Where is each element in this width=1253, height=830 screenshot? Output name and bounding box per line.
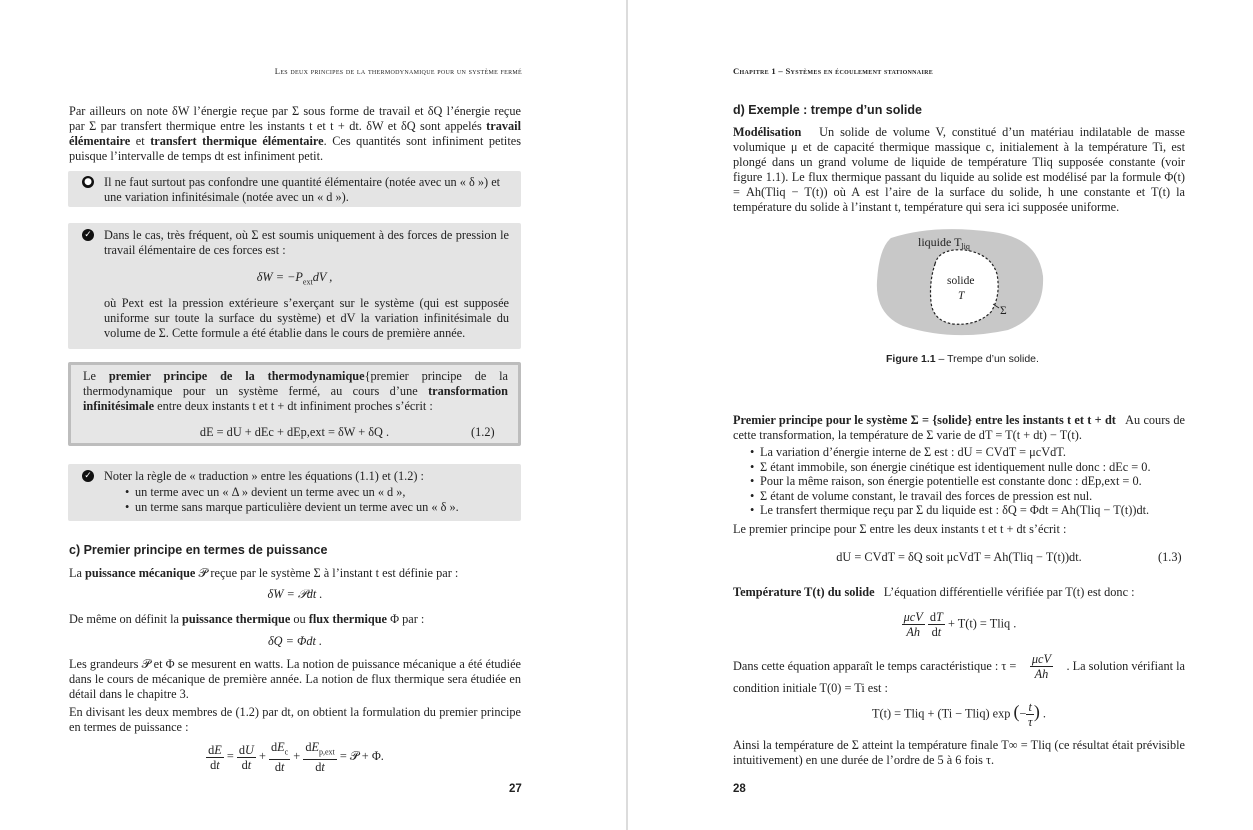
list-item: • Le transfert thermique reçu par Σ du liquide est : δQ = Φdt = Ah(Tliq − T(t))dt. [748, 503, 1188, 518]
page-left [0, 0, 626, 830]
pressure-box [68, 223, 521, 349]
pressure-text-2: où Pext est la pression extérieure s’exerçant sur le système (qui est supposée uniforme sur toute la surface du système) et dV la variation infinitésimale du volume de Σ. Cette formule a été établie dans le cours de première année. [104, 296, 509, 340]
running-head-right: Chapitre 1 – Systèmes en écoulement stationnaire [733, 66, 934, 76]
list-item: • un terme sans marque particulière devient un terme avec un « δ ». [123, 500, 513, 515]
note-intro: Noter la règle de « traduction » entre les équations (1.1) et (1.2) : [104, 469, 424, 483]
section-c-title: c) Premier principe en termes de puissance [69, 543, 328, 557]
power-paragraph-4: En divisant les deux membres de (1.2) par dt, on obtient la formulation du premier principe en termes de puissance : [69, 705, 521, 734]
first-principle-paragraph: Premier principe pour le système Σ = {solide} entre les instants t et t + dt Au cours de cette transformation, la température de Σ varie de dT = T(t + dt) − T(t). [733, 413, 1185, 442]
list-item: • Σ étant immobile, son énergie cinétique est identiquement nulle donc : dEc = 0. [748, 460, 1188, 475]
modelisation-paragraph: Modélisation Un solide de volume V, constitué d’un matériau indilatable de masse volumique μ et de capacité thermique massique c, initialement à la température Ti, est plongé dans un grand volume de liquide de température Tliq supposée constante (voir figure 1.1). Le flux thermique passant du liquide au solide est modélisé par la formule Φ(t) = Ah(Tliq − T(t)) où A est l’aire de la surface du solide, h une constante et T(t) la température du solide à l’instant t, température qui sera ici supposée uniforme. [733, 125, 1185, 214]
temperature-paragraph: Température T(t) du solide L’équation différentielle vérifiée par T(t) est donc : [733, 585, 1135, 599]
running-head-left: Les deux principes de la thermodynamique pour un système fermé [274, 66, 522, 76]
principle-equation: dE = dU + dEc + dEp,ext = δW + δQ . [199, 425, 390, 439]
figure-trempe [873, 226, 1048, 341]
list-item: • La variation d’énergie interne de Σ est : dU = CVdT = μcVdT. [748, 445, 1188, 460]
solution-equation: T(t) = Tliq + (Ti − Tliq) exp (− $\frac{t}{\tau}$ ) . [871, 700, 1047, 729]
page-right [628, 0, 1253, 830]
solid-body [931, 250, 999, 324]
equation-number-1-2: (1.2) [471, 425, 495, 439]
equation-number-1-3: (1.3) [1158, 550, 1182, 564]
first-principle-conclusion: Le premier principe pour Σ entre les deux instants t et t + dt s’écrit : [733, 522, 1067, 536]
bomb-icon: ● [82, 176, 94, 188]
figure-label-T: T [958, 290, 965, 302]
figure-label-liquid: liquide $T_{liq}$ [918, 235, 970, 251]
power-equation-2: δQ = Φdt . [267, 634, 323, 648]
warning-box [68, 171, 521, 207]
power-paragraph-1: La puissance mécanique 𝒫 reçue par le système Σ à l’instant t est définie par : [69, 566, 459, 580]
pressure-text-1: Dans le cas, très fréquent, où Σ est soumis uniquement à des forces de pression le travail élémentaire de ces forces est : [104, 228, 509, 257]
list-item: • Σ étant de volume constant, le travail des forces de pression est nul. [748, 489, 1188, 504]
equation-1-3: dU = CVdT = δQ soit μcVdT = Ah(Tliq − T(t))dt. [836, 550, 1082, 564]
power-equation-3: $\frac{dE}{dt}$ = $\frac{dU}{dt}$ + $\frac{dE_c}{dt}$ + $\frac{dE_{p,ext}}{dt}$ = 𝒫 + Φ. [208, 740, 384, 775]
figure-label-solid: solide [947, 275, 975, 287]
note-box [68, 464, 521, 521]
power-paragraph-3: Les grandeurs 𝒫 et Φ se mesurent en watts. La notion de puissance mécanique a été étudiée dans le cours de mécanique de première année. La notion de flux thermique sera étudiée en détail dans le chapitre 3. [69, 657, 521, 701]
note-list [123, 485, 513, 514]
warning-text: Il ne faut surtout pas confondre une quantité élémentaire (notée avec un « δ ») et une variation infinitésimale (notée avec un « d »). [104, 175, 501, 204]
check-icon: ✓ [82, 229, 94, 241]
principle-text: Le premier principe de la thermodynamique{premier principe de la thermodynamique pour un système fermé, au cours d’une transformation infinitésimale entre deux instants t et t + dt infiniment proches s’écrit : [83, 369, 509, 413]
page-number-left: 27 [509, 783, 522, 795]
figure-label-sigma: Σ [1000, 305, 1007, 317]
check-icon: ✓ [82, 470, 94, 482]
pressure-equation: $\delta W = -P_{ext}dV$ , [256, 270, 333, 287]
list-item: • un terme avec un « Δ » devient un terme avec un « d », [123, 485, 513, 500]
list-item: • Pour la même raison, son énergie potentielle est constante donc : dEp,ext = 0. [748, 474, 1188, 489]
figure-caption: Figure 1.1 – Trempe d’un solide. [886, 353, 1039, 365]
tau-paragraph: Dans cette équation apparaît le temps caractéristique : τ = $\frac{\text{μcV}}{Ah}$ . La solution vérifiant la condition initiale T(0) = Ti est : [733, 652, 1185, 695]
power-paragraph-2: De même on définit la puissance thermique ou flux thermique Φ par : [69, 612, 425, 626]
page-number-right: 28 [733, 783, 746, 795]
first-principle-list [748, 445, 1188, 518]
principle-box [68, 362, 521, 446]
power-equation-1: δW = 𝒫dt . [267, 587, 323, 601]
final-paragraph: Ainsi la température de Σ atteint la température finale T∞ = Tliq (ce résultat était prévisible intuitivement) en une durée de l’ordre de 5 à 6 fois τ. [733, 738, 1185, 767]
section-d-title: d) Exemple : trempe d’un solide [733, 103, 922, 117]
intro-paragraph: Par ailleurs on note δW l’énergie reçue par Σ sous forme de travail et δQ l’énergie reçue par Σ par transfert thermique entre les instants t et t + dt. δW et δQ sont appelés travail élémentaire et transfert thermique élémentaire. Ces quantités sont infiniment petites puisque l’intervalle de temps dt est infiniment petit. [69, 104, 522, 163]
differential-equation: $\frac{\text{μcV}}{Ah}$ $\frac{dT}{dt}$ + T(t) = Tliq . [903, 610, 1017, 639]
